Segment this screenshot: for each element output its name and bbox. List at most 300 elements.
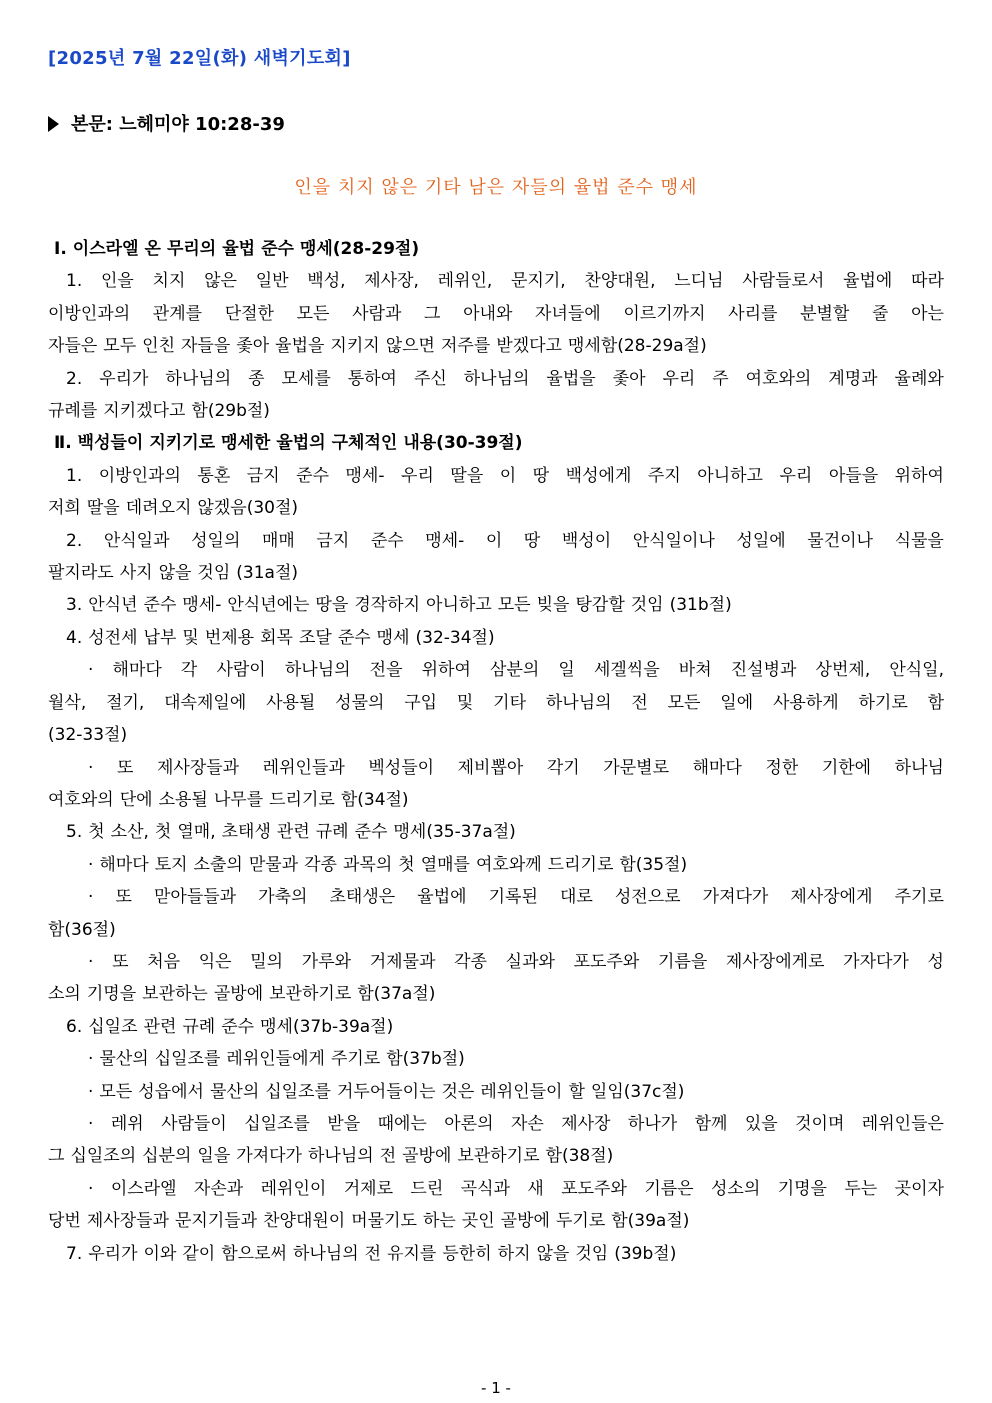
line-word: 하나님의 xyxy=(545,692,612,713)
line-word: 사용하게 xyxy=(772,692,839,713)
line-word: 주신 xyxy=(413,368,447,389)
line-word: 새 xyxy=(527,1178,544,1199)
line-word: 맹세(28-29절) xyxy=(299,239,420,259)
line-word: 각기 xyxy=(546,757,580,778)
outline-line xyxy=(48,978,944,1010)
line-word: 주기로 xyxy=(330,1049,381,1070)
line-word: 하나님의 xyxy=(463,368,530,389)
line-word: 백성이 xyxy=(561,530,612,551)
outline-line xyxy=(48,492,944,524)
line-word: 사지 xyxy=(119,563,153,584)
line-word: 골방에 xyxy=(213,984,264,1005)
line-word: 제비뽑아 xyxy=(457,757,524,778)
line-word: 함께 xyxy=(694,1113,728,1134)
line-word: 하나님의 xyxy=(307,1146,374,1167)
line-word: 빚을 xyxy=(536,595,570,616)
outline-line xyxy=(48,752,944,784)
line-word: 느디님 xyxy=(674,271,724,292)
line-word: 않겠음(30절) xyxy=(197,498,299,519)
line-word: 가문별로 xyxy=(603,757,669,778)
line-word: 백성에게 xyxy=(565,465,632,486)
line-word: 하나가 xyxy=(627,1113,678,1134)
line-word: 안식년 xyxy=(88,595,138,616)
line-word: 일에 xyxy=(720,692,754,713)
line-word: 준수 xyxy=(337,627,371,648)
line-word: 식물을 xyxy=(894,530,944,551)
line-word: 자손 xyxy=(510,1113,544,1134)
line-word: 치지 xyxy=(152,271,186,292)
outline-line xyxy=(48,1011,944,1043)
line-word: 유지를 xyxy=(387,1243,437,1264)
line-word: 않을 xyxy=(536,1243,570,1264)
line-word: 성물의 xyxy=(335,692,385,713)
line-word: 준수 xyxy=(296,465,329,486)
line-word: 종 xyxy=(248,368,265,389)
outline-line xyxy=(48,1140,944,1172)
line-word: · xyxy=(88,1049,94,1070)
line-word: 우리 xyxy=(779,465,813,486)
line-word: 이스라엘 xyxy=(72,239,139,259)
line-word: 저주를 xyxy=(440,336,491,357)
line-word: 아니하고 xyxy=(426,595,492,616)
line-word: 율법에 xyxy=(843,271,893,292)
line-word: 하기로 xyxy=(858,692,908,713)
line-word: 규례 xyxy=(315,822,349,843)
line-word: 것은 xyxy=(441,1081,475,1102)
line-word: 이 xyxy=(499,465,517,486)
line-word: 땅 xyxy=(523,530,541,551)
line-word: 드린 xyxy=(410,1178,444,1199)
line-word: 당번 xyxy=(48,1211,81,1232)
line-word: 보관하는 xyxy=(142,984,208,1005)
line-word: 기타 xyxy=(493,692,527,713)
line-word: 하나님의 xyxy=(284,660,351,681)
line-word: 일을 xyxy=(197,1146,231,1167)
line-word: 물산의 xyxy=(209,1081,260,1102)
line-word: 물건이나 xyxy=(807,530,873,551)
line-word: 해마다 xyxy=(99,854,149,875)
line-word: 모든 xyxy=(296,303,330,324)
line-word: 바쳐 xyxy=(678,660,712,681)
line-word: 우리가 xyxy=(99,368,149,389)
line-word: 하나님 xyxy=(894,757,944,778)
line-word: 맏물과 xyxy=(248,854,299,875)
line-word: 찬양대원이 xyxy=(263,1211,346,1232)
line-word: 맹세한 xyxy=(221,433,271,454)
line-word: 내용(30-39절) xyxy=(403,433,523,454)
line-word: 레위인들은 xyxy=(861,1113,944,1134)
line-word: 기름을 xyxy=(657,951,708,972)
line-word: 구입 xyxy=(404,692,438,713)
line-word: 이 xyxy=(485,530,503,551)
line-word: 율법의 xyxy=(276,433,326,454)
line-word: 저희 xyxy=(48,498,81,519)
line-word: 월삭, xyxy=(48,692,87,713)
line-word: 분별할 xyxy=(800,303,850,324)
line-word: 초태생 xyxy=(221,822,271,843)
line-word: 일 xyxy=(558,660,575,681)
line-word: 성소의 xyxy=(711,1178,761,1199)
line-word: 함(37b절) xyxy=(386,1049,465,1070)
line-word: 관련 xyxy=(143,1016,177,1037)
line-word: 문지기들과 xyxy=(174,1211,258,1232)
line-word: 자들은 xyxy=(48,336,98,357)
section-heading xyxy=(48,233,944,265)
line-word: 우리 xyxy=(401,465,434,486)
line-word: 성전세 xyxy=(88,627,138,648)
line-word: 1. xyxy=(66,465,83,486)
line-word: 이방인과의 xyxy=(48,303,131,324)
line-word: 단절한 xyxy=(224,303,274,324)
line-word: 준수 xyxy=(354,822,388,843)
line-word: 백성들이 xyxy=(77,433,144,454)
line-word: 곳인 xyxy=(461,1211,495,1232)
line-word: 아내와 xyxy=(463,303,513,324)
line-word: 조달 xyxy=(298,627,332,648)
line-word: 율법에 xyxy=(417,887,467,908)
line-word: 여호와께 xyxy=(475,854,542,875)
line-word: 있을 xyxy=(744,1113,778,1134)
outline-line xyxy=(48,1238,944,1270)
line-word: 기명을 xyxy=(86,984,137,1005)
line-word: 줄 xyxy=(871,303,889,324)
line-word: 관계를 xyxy=(152,303,203,324)
line-word: · xyxy=(88,757,94,778)
line-word: 십일조를 xyxy=(265,1081,331,1102)
outline-line xyxy=(48,914,944,946)
line-word: 안식일과 xyxy=(103,530,170,551)
line-word: 규례를 xyxy=(48,401,98,422)
line-word: · xyxy=(88,887,94,908)
line-word: 자녀들에 xyxy=(535,303,601,324)
line-word: 관련 xyxy=(276,822,310,843)
line-word: 자손과 xyxy=(193,1178,244,1199)
line-word: 첫 xyxy=(88,822,105,843)
line-word: 이스라엘 xyxy=(110,1178,177,1199)
line-word: 이와 xyxy=(143,1243,177,1264)
line-word: 그 xyxy=(48,1146,65,1167)
line-word: 성읍에서 xyxy=(138,1081,204,1102)
line-word: 기름은 xyxy=(644,1178,694,1199)
outline-body xyxy=(48,233,944,1270)
outline-line xyxy=(48,557,944,589)
line-word: 매매 xyxy=(261,530,295,551)
line-word: 가져다가 xyxy=(702,887,769,908)
line-word: 십분의 xyxy=(142,1146,192,1167)
line-word: 우리가 xyxy=(88,1243,138,1264)
outline-line xyxy=(48,298,944,330)
line-word: 소출의 xyxy=(193,854,243,875)
line-word: 납부 xyxy=(143,627,177,648)
outline-line xyxy=(48,1173,944,1205)
line-word: 않을 xyxy=(158,563,192,584)
line-word: 소용될 xyxy=(158,789,208,810)
line-word: 따라 xyxy=(911,271,944,292)
outline-line xyxy=(48,654,944,686)
line-word: 함(35절) xyxy=(619,854,688,875)
line-word: 인을 xyxy=(100,271,134,292)
line-word: 초태생은 xyxy=(329,887,396,908)
line-word: 7. xyxy=(66,1243,83,1264)
line-word: 여호와의 xyxy=(745,368,812,389)
line-word: 사람이 xyxy=(216,660,266,681)
line-word: 레위인들과 xyxy=(262,757,345,778)
line-word: (32-33절) xyxy=(48,725,128,746)
line-word: 가자다가 xyxy=(843,951,909,972)
line-word: 3. xyxy=(66,595,83,616)
line-word: 대속제일에 xyxy=(164,692,247,713)
line-word: 아는 xyxy=(911,303,944,324)
line-word: 온 xyxy=(144,239,161,259)
line-word: 골방에 xyxy=(402,1146,452,1167)
line-word: 머물기도 xyxy=(351,1211,417,1232)
line-word: · xyxy=(88,1081,94,1102)
line-word: 대로 xyxy=(559,887,593,908)
line-word: 지키지 xyxy=(330,336,380,357)
line-word: 하나님의 xyxy=(292,1243,359,1264)
line-word: 과목의 xyxy=(342,854,393,875)
line-word: · xyxy=(88,854,94,875)
line-word: 기록된 xyxy=(488,887,538,908)
line-word: 이방인과의 xyxy=(98,465,181,486)
line-word: 또 xyxy=(115,887,132,908)
line-word: 해마다 xyxy=(692,757,742,778)
line-word: 맹세- xyxy=(425,530,465,551)
line-word: 성일의 xyxy=(191,530,241,551)
line-word: 함 xyxy=(927,692,944,713)
line-word: 받을 xyxy=(327,1113,361,1134)
line-word: 통혼 xyxy=(197,465,231,486)
line-word: 맹세(35-37a절) xyxy=(393,822,516,843)
line-word: 것임 xyxy=(630,595,664,616)
line-word: · xyxy=(88,1178,94,1199)
line-word: 드리기로 xyxy=(547,854,614,875)
line-word: 데려오지 xyxy=(125,498,192,519)
line-word: (32-34절) xyxy=(415,627,495,648)
line-word: 진설병과 xyxy=(730,660,797,681)
line-word: 준수 xyxy=(370,530,404,551)
line-word: 않으면 xyxy=(385,336,435,357)
line-word: 사리를 xyxy=(728,303,778,324)
line-word: 가져다가 xyxy=(236,1146,302,1167)
line-word: 번제용 xyxy=(204,627,255,648)
sermon-title: 인을 치지 않은 기타 남은 자들의 율법 준수 맹세 xyxy=(294,177,698,198)
line-word: 두기로 xyxy=(555,1211,606,1232)
line-word: 밀의 xyxy=(250,951,284,972)
outline-line xyxy=(48,1076,944,1108)
line-word: 함(36절) xyxy=(48,919,116,940)
line-word: 각종 xyxy=(454,951,487,972)
line-word: 5. xyxy=(66,822,83,843)
line-word: 레위인이 xyxy=(260,1178,327,1199)
line-word: 레위인들이 xyxy=(480,1081,563,1102)
line-word: 안식일, xyxy=(889,660,944,681)
line-word: 첫 xyxy=(154,822,172,843)
line-word: 4. xyxy=(66,627,83,648)
line-word: 위하여 xyxy=(421,660,471,681)
line-word: 포도주와 xyxy=(561,1178,627,1199)
line-word: 모든 xyxy=(497,595,531,616)
line-word: 율법 xyxy=(222,239,256,259)
outline-line xyxy=(48,816,944,848)
line-word: 찬양대원, xyxy=(584,271,656,292)
line-word: 골방에 xyxy=(500,1211,550,1232)
line-word: 때에는 xyxy=(377,1113,427,1134)
line-word: 맏아들들과 xyxy=(153,887,237,908)
line-word: 보관하기로 xyxy=(269,984,352,1005)
line-word: 여호와의 xyxy=(48,789,114,810)
line-word: 사용될 xyxy=(266,692,316,713)
line-word: 율례와 xyxy=(894,368,944,389)
line-word: 땅을 xyxy=(315,595,349,616)
line-word: · xyxy=(88,660,94,681)
line-word: 계명과 xyxy=(828,368,878,389)
line-word: (31a절) xyxy=(236,563,299,584)
line-word: 모세를 xyxy=(281,368,331,389)
line-word: 이르기까지 xyxy=(623,303,706,324)
line-word: 것이며 xyxy=(795,1113,845,1134)
line-word: 무리의 xyxy=(166,239,217,259)
line-word: 맹세 xyxy=(376,627,410,648)
line-word: 아론의 xyxy=(444,1113,494,1134)
line-word: 백성, xyxy=(307,271,346,292)
outline-line xyxy=(48,1108,944,1140)
outline-line xyxy=(48,589,944,621)
line-word: 십일조를 xyxy=(244,1113,310,1134)
line-word: 주 xyxy=(712,368,729,389)
line-word: 또 xyxy=(116,757,134,778)
line-word: 문지기, xyxy=(511,271,566,292)
outline-line xyxy=(48,363,944,395)
line-word: 모든 xyxy=(667,692,701,713)
line-word: 제사장에게 xyxy=(790,887,873,908)
line-word: 함으로써 xyxy=(221,1243,287,1264)
line-word: 통하여 xyxy=(347,368,397,389)
line-word: 전 xyxy=(379,1146,397,1167)
line-word: 제사장에게로 xyxy=(725,951,825,972)
triangle-bullet-icon xyxy=(48,116,59,132)
line-word: 각 xyxy=(180,660,198,681)
line-word: 또 xyxy=(112,951,129,972)
line-word: 첫 xyxy=(398,854,415,875)
line-word: 단에 xyxy=(119,789,153,810)
line-word: 레위 xyxy=(110,1113,144,1134)
outline-line xyxy=(48,719,944,751)
line-word: 사람들로서 xyxy=(742,271,825,292)
line-word: 맹세- xyxy=(345,465,385,486)
line-word: 절기, xyxy=(106,692,145,713)
line-word: 성전으로 xyxy=(614,887,681,908)
line-word: 맹세- xyxy=(182,595,222,616)
line-word: 주기로 xyxy=(894,887,944,908)
line-word: 전 xyxy=(631,692,648,713)
line-word: (31b절) xyxy=(669,595,732,616)
line-word: 각종 xyxy=(304,854,337,875)
line-word: 우리 xyxy=(662,368,696,389)
line-word: 처음 xyxy=(147,951,181,972)
line-word: 소산, xyxy=(110,822,149,843)
line-word: 율법을 xyxy=(275,336,325,357)
line-word: 모든 xyxy=(99,1081,133,1102)
line-word: 하나님의 xyxy=(165,368,232,389)
line-word: 가축의 xyxy=(258,887,308,908)
line-word: 모두 xyxy=(103,336,137,357)
line-word: 좇아 xyxy=(236,336,270,357)
page-number: - 1 - xyxy=(481,1379,511,1397)
line-word: 하는 xyxy=(422,1211,456,1232)
line-word: 제사장들과 xyxy=(156,757,240,778)
line-word: 레위인, xyxy=(437,271,493,292)
line-word: 율법을 xyxy=(546,368,596,389)
line-word: 사람들이 xyxy=(161,1113,227,1134)
line-word: 제사장 xyxy=(561,1113,611,1134)
line-word: 함(29b절) xyxy=(191,401,270,422)
outline-line xyxy=(48,784,944,816)
date-header: [2025년 7월 22일(화) 새벽기도회] xyxy=(48,48,351,69)
line-word: 좇아 xyxy=(612,368,646,389)
line-word: 가루와 xyxy=(301,951,352,972)
line-word: 상번제, xyxy=(815,660,871,681)
line-word: 준수 xyxy=(221,1016,255,1037)
line-word: 일반 xyxy=(255,271,289,292)
line-word: 2. xyxy=(66,530,83,551)
section-heading xyxy=(48,427,944,459)
line-word: 그 xyxy=(424,303,441,324)
line-word: 2. xyxy=(66,368,83,389)
line-word: 기한에 xyxy=(821,757,872,778)
line-word: 세겔씩을 xyxy=(593,660,660,681)
line-word: 주지 xyxy=(647,465,681,486)
line-word: 일임(37c절) xyxy=(590,1081,685,1102)
line-word: 십일조 xyxy=(88,1016,138,1037)
line-word: 등한히 xyxy=(442,1243,492,1264)
line-word: 거제로 xyxy=(343,1178,393,1199)
line-word: · xyxy=(88,951,94,972)
outline-line xyxy=(48,849,944,881)
line-word: 같이 xyxy=(182,1243,216,1264)
line-word: 것임 xyxy=(575,1243,609,1264)
line-word: 받겠다고 xyxy=(496,336,562,357)
line-word: 성 xyxy=(927,951,944,972)
outline-line xyxy=(48,265,944,297)
line-word: 익은 xyxy=(198,951,232,972)
outline-line xyxy=(48,622,944,654)
outline-line xyxy=(48,525,944,557)
line-word: 금지 xyxy=(316,530,350,551)
line-word: 아들을 xyxy=(828,465,879,486)
line-word: 것임 xyxy=(197,563,231,584)
line-word: 함(37a절) xyxy=(357,984,436,1005)
line-word: 및 xyxy=(182,627,199,648)
outline-line xyxy=(48,460,944,492)
outline-line xyxy=(48,687,944,719)
line-word: 규례 xyxy=(182,1016,216,1037)
line-word: 안식년에는 xyxy=(227,595,310,616)
line-word: 탕감할 xyxy=(575,595,625,616)
line-word: 전 xyxy=(364,1243,382,1264)
line-word: (39b절) xyxy=(614,1243,677,1264)
line-word: 금지 xyxy=(246,465,280,486)
line-word: 십일조의 xyxy=(70,1146,137,1167)
line-word: 전을 xyxy=(369,660,403,681)
line-word: 하지 xyxy=(497,1243,531,1264)
line-word: 물산의 xyxy=(99,1049,149,1070)
outline-line xyxy=(48,395,944,427)
line-word: 레위인들에게 xyxy=(226,1049,325,1070)
line-word: 준수 xyxy=(261,239,294,259)
line-word: 토지 xyxy=(154,854,188,875)
line-word: 나무를 xyxy=(213,789,264,810)
